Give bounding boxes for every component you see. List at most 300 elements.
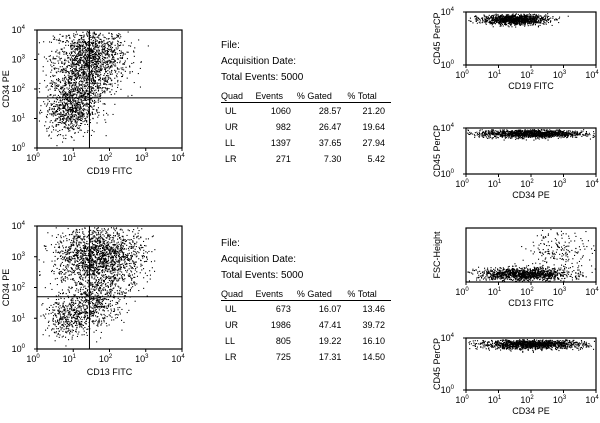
data-point (65, 272, 66, 273)
data-point (75, 300, 76, 301)
data-point (121, 309, 122, 310)
data-point (152, 267, 153, 268)
data-point (76, 79, 77, 80)
data-point (56, 101, 57, 102)
data-point (74, 105, 75, 106)
data-point (111, 310, 112, 311)
data-point (76, 238, 77, 239)
data-point (68, 271, 69, 272)
data-point (111, 61, 112, 62)
data-point (72, 76, 73, 77)
data-point (71, 83, 72, 84)
data-point (97, 40, 98, 41)
data-point (85, 311, 86, 312)
data-point (112, 57, 113, 58)
data-point (55, 256, 56, 257)
data-point (59, 114, 60, 115)
data-point (79, 49, 80, 50)
data-point (54, 113, 55, 114)
data-point (46, 117, 47, 118)
data-point (104, 83, 105, 84)
data-point (75, 56, 76, 57)
data-point (80, 45, 81, 46)
data-point (80, 318, 81, 319)
data-point (57, 106, 58, 107)
data-point (72, 45, 73, 46)
data-point (59, 253, 60, 254)
data-point (76, 68, 77, 69)
data-point (108, 278, 109, 279)
data-point (77, 110, 78, 111)
data-point (138, 252, 139, 253)
data-point (81, 250, 82, 251)
data-point (57, 111, 58, 112)
data-point (112, 42, 113, 43)
data-point (81, 120, 82, 121)
data-point (131, 252, 132, 253)
data-point (117, 68, 118, 69)
data-point (139, 248, 140, 249)
data-point (61, 61, 62, 62)
data-point (122, 248, 123, 249)
data-point (49, 335, 50, 336)
x-tick-label: $10^4$ (171, 153, 185, 163)
data-point (122, 251, 123, 252)
data-point (87, 96, 88, 97)
data-point (108, 263, 109, 264)
data-point (96, 312, 97, 313)
data-point (77, 34, 78, 35)
data-point (116, 280, 117, 281)
data-point (74, 280, 75, 281)
data-point (49, 56, 50, 57)
data-point (81, 81, 82, 82)
data-point (92, 93, 93, 94)
data-point (62, 78, 63, 79)
data-point (78, 242, 79, 243)
data-point (83, 302, 84, 303)
data-point (66, 115, 67, 116)
data-point (123, 64, 124, 65)
data-point (59, 274, 60, 275)
data-point (119, 290, 120, 291)
data-point (96, 74, 97, 75)
data-point (86, 255, 87, 256)
data-point (85, 69, 86, 70)
data-point (62, 257, 63, 258)
data-point (68, 45, 69, 46)
data-point (53, 103, 54, 104)
scatter-plot-cd13-vs-cd34 (0, 216, 210, 391)
data-point (59, 57, 60, 58)
data-point (130, 255, 131, 256)
data-point (84, 331, 85, 332)
data-point (68, 77, 69, 78)
data-point (73, 33, 74, 34)
data-point (105, 303, 106, 304)
data-point (75, 120, 76, 121)
data-point (65, 269, 66, 270)
data-point (88, 53, 89, 54)
data-point (63, 54, 64, 55)
data-point (98, 56, 99, 57)
data-point (75, 88, 76, 89)
data-point (68, 250, 69, 251)
data-point (107, 305, 108, 306)
data-point (82, 319, 83, 320)
events-cell: 271 (275, 154, 291, 164)
quadrant-stats-table-1 (221, 90, 391, 167)
data-point (134, 56, 135, 57)
data-point (78, 101, 79, 102)
data-point (75, 255, 76, 256)
data-point (53, 114, 54, 115)
data-point (94, 261, 95, 262)
data-point (90, 230, 91, 231)
data-point (72, 91, 73, 92)
data-point (117, 49, 118, 50)
table-header-row (221, 90, 391, 103)
data-point (73, 310, 74, 311)
data-point (105, 37, 106, 38)
data-point (83, 110, 84, 111)
data-point (65, 95, 66, 96)
data-point (98, 47, 99, 48)
data-point (83, 260, 84, 261)
data-point (51, 51, 52, 52)
data-point (61, 116, 62, 117)
data-point (102, 56, 103, 57)
data-point (92, 270, 93, 271)
data-point (120, 53, 121, 54)
data-point (58, 252, 59, 253)
data-point (82, 240, 83, 241)
data-point (102, 250, 103, 251)
data-point (71, 300, 72, 301)
data-point (95, 72, 96, 73)
data-point (73, 51, 74, 52)
data-point (107, 230, 108, 231)
data-point (77, 107, 78, 108)
data-point (107, 43, 108, 44)
data-point (105, 57, 106, 58)
data-point (75, 84, 76, 85)
data-point (90, 86, 91, 87)
data-point (74, 59, 75, 60)
data-point (72, 69, 73, 70)
data-point (143, 288, 144, 289)
data-point (99, 300, 100, 301)
data-point (73, 300, 74, 301)
data-point (103, 87, 104, 88)
data-point (108, 287, 109, 288)
data-point (121, 292, 122, 293)
data-point (97, 306, 98, 307)
data-point (44, 125, 45, 126)
data-point (108, 286, 109, 287)
data-point (96, 320, 97, 321)
data-point (87, 275, 88, 276)
data-point (56, 237, 57, 238)
col-pct-total: % Total (347, 90, 391, 103)
data-point (61, 281, 62, 282)
data-point (105, 283, 106, 284)
data-point (52, 84, 53, 85)
data-point (72, 96, 73, 97)
data-point (73, 258, 74, 259)
data-point (123, 246, 124, 247)
data-point (103, 62, 104, 63)
table-row (221, 135, 391, 151)
data-point (66, 258, 67, 259)
data-point (72, 232, 73, 233)
data-point (86, 120, 87, 121)
data-point (54, 247, 55, 248)
data-point (93, 299, 94, 300)
data-point (113, 227, 114, 228)
data-point (90, 53, 91, 54)
data-point (107, 73, 108, 74)
data-point (106, 259, 107, 260)
data-point (77, 272, 78, 273)
data-point (64, 329, 65, 330)
data-point (102, 79, 103, 80)
data-point (117, 261, 118, 262)
data-point (110, 258, 111, 259)
data-point (54, 271, 55, 272)
data-point (134, 282, 135, 283)
data-point (61, 123, 62, 124)
data-point (106, 232, 107, 233)
data-point (106, 38, 107, 39)
data-point (74, 68, 75, 69)
data-point (51, 113, 52, 114)
data-point (66, 254, 67, 255)
data-point (59, 110, 60, 111)
data-point (139, 247, 140, 248)
data-point (114, 49, 115, 50)
data-point (132, 284, 133, 285)
data-point (81, 100, 82, 101)
data-point (65, 267, 66, 268)
data-point (62, 276, 63, 277)
data-point (117, 41, 118, 42)
data-point (74, 250, 75, 251)
data-point (90, 263, 91, 264)
data-point (75, 64, 76, 65)
data-point (84, 48, 85, 49)
data-point (76, 234, 77, 235)
data-point (87, 267, 88, 268)
data-point (100, 285, 101, 286)
data-point (58, 71, 59, 72)
data-point (75, 121, 76, 122)
data-point (107, 247, 108, 248)
data-point (71, 126, 72, 127)
data-point (54, 88, 55, 89)
data-point (87, 132, 88, 133)
data-point (63, 321, 64, 322)
data-point (93, 271, 94, 272)
data-point (75, 331, 76, 332)
data-point (71, 110, 72, 111)
data-point (93, 266, 94, 267)
x-tick-label: $10^2$ (98, 153, 113, 163)
data-point (98, 252, 99, 253)
data-point (101, 69, 102, 70)
data-point (107, 242, 108, 243)
data-point (86, 266, 87, 267)
data-point (125, 256, 126, 257)
data-point (61, 273, 62, 274)
data-point (86, 96, 87, 97)
data-point (94, 90, 95, 91)
data-point (111, 33, 112, 34)
data-point (91, 80, 92, 81)
data-point (120, 34, 121, 35)
data-point (118, 301, 119, 302)
data-point (81, 67, 82, 68)
data-point (108, 79, 109, 80)
data-point (80, 53, 81, 54)
data-point (107, 70, 108, 71)
data-point (134, 243, 135, 244)
data-point (93, 310, 94, 311)
data-point (62, 66, 63, 67)
data-point (87, 274, 88, 275)
data-point (66, 37, 67, 38)
data-point (63, 105, 64, 106)
data-point (91, 294, 92, 295)
data-point (137, 236, 138, 237)
data-point (39, 88, 40, 89)
data-point (103, 66, 104, 67)
data-point (69, 90, 70, 91)
data-point (73, 241, 74, 242)
data-point (53, 129, 54, 130)
data-point (86, 112, 87, 113)
data-point (96, 92, 97, 93)
data-point (69, 256, 70, 257)
data-point (104, 80, 105, 81)
data-point (99, 283, 100, 284)
data-point (70, 93, 71, 94)
data-point (56, 110, 57, 111)
data-point (131, 271, 132, 272)
data-point (121, 275, 122, 276)
data-point (111, 227, 112, 228)
x-tick-exponent: 3 (145, 153, 149, 159)
data-point (105, 87, 106, 88)
data-point (120, 36, 121, 37)
data-point (80, 48, 81, 49)
data-point (80, 59, 81, 60)
data-point (81, 275, 82, 276)
data-point (71, 287, 72, 288)
data-point (65, 60, 66, 61)
data-point (92, 74, 93, 75)
data-point (104, 73, 105, 74)
data-point (55, 90, 56, 91)
data-point (98, 83, 99, 84)
data-point (50, 55, 51, 56)
data-point (120, 266, 121, 267)
data-point (60, 326, 61, 327)
data-point (65, 138, 66, 139)
data-point (104, 119, 105, 120)
x-tick-exponent: 1 (72, 153, 76, 159)
data-point (59, 107, 60, 108)
data-point (54, 37, 55, 38)
data-point (51, 42, 52, 43)
data-point (60, 256, 61, 257)
data-point (104, 266, 105, 267)
data-point (84, 116, 85, 117)
data-point (135, 243, 136, 244)
data-point (68, 75, 69, 76)
data-point (60, 120, 61, 121)
data-point (120, 287, 121, 288)
data-point (69, 53, 70, 54)
data-point (83, 136, 84, 137)
data-point (113, 287, 114, 288)
data-point (96, 341, 97, 342)
data-point (97, 74, 98, 75)
data-point (65, 305, 66, 306)
data-point (103, 246, 104, 247)
data-point (81, 257, 82, 258)
data-point (76, 122, 77, 123)
data-point (82, 265, 83, 266)
data-point (70, 102, 71, 103)
data-point (112, 280, 113, 281)
data-point (113, 244, 114, 245)
data-point (118, 314, 119, 315)
data-point (87, 272, 88, 273)
data-point (80, 289, 81, 290)
data-point (91, 83, 92, 84)
data-point (131, 268, 132, 269)
data-point (114, 104, 115, 105)
pct-gated-cell: 26.47 (318, 122, 342, 132)
data-point (154, 249, 155, 250)
data-point (67, 107, 68, 108)
data-point (64, 99, 65, 100)
data-point (51, 70, 52, 71)
data-point (115, 54, 116, 55)
data-point (70, 242, 71, 243)
data-point (140, 272, 141, 273)
data-point (82, 304, 83, 305)
data-point (131, 42, 132, 43)
data-point (80, 119, 81, 120)
data-point (77, 74, 78, 75)
data-point (72, 339, 73, 340)
data-point (74, 65, 75, 66)
data-point (69, 333, 70, 334)
data-point (102, 276, 103, 277)
data-point (117, 87, 118, 88)
data-point (125, 264, 126, 265)
data-point (140, 237, 141, 238)
data-point (92, 300, 93, 301)
data-point (86, 319, 87, 320)
data-point (107, 89, 108, 90)
data-point (98, 303, 99, 304)
data-point (60, 92, 61, 93)
data-point (81, 111, 82, 112)
data-point (106, 135, 107, 136)
